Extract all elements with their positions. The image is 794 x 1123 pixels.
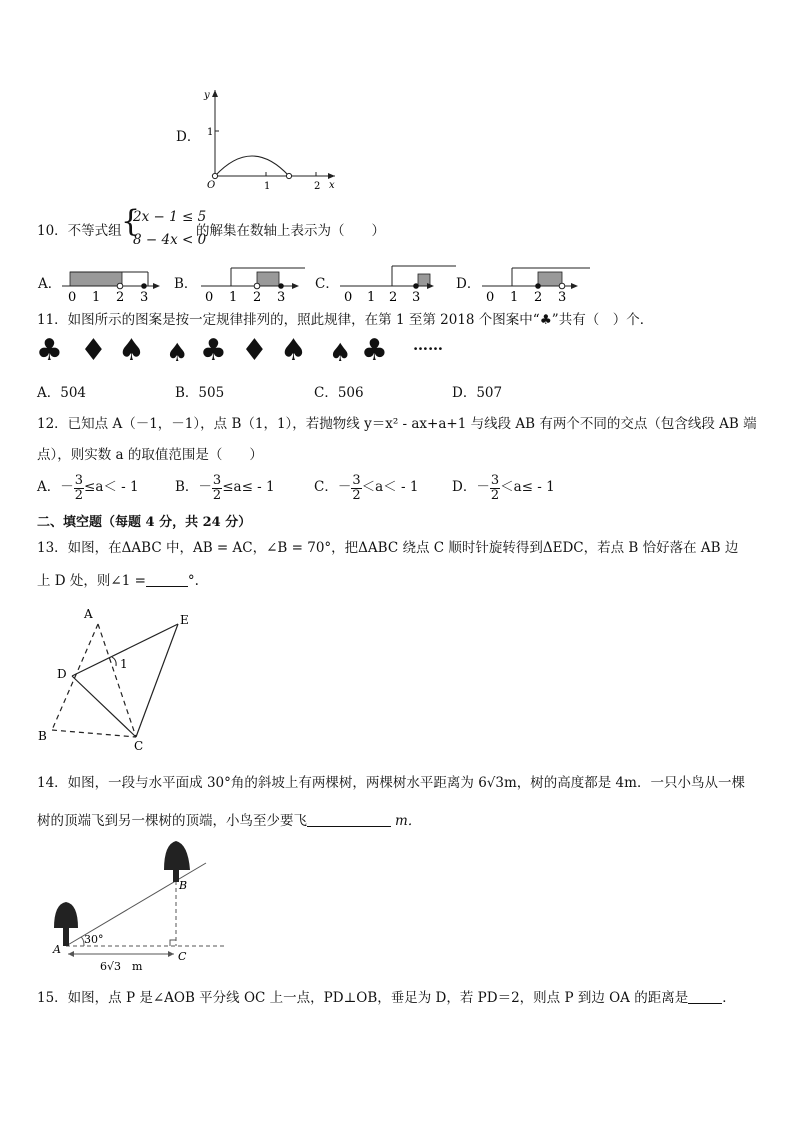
q13-answer-blank[interactable] — [146, 573, 188, 587]
spade-icon: ♠ — [329, 338, 352, 367]
svg-text:0: 0 — [486, 290, 495, 304]
spade-icon: ♠ — [280, 333, 307, 368]
q14-answer-blank[interactable] — [307, 813, 391, 827]
svg-text:2: 2 — [116, 290, 125, 304]
origin-label: O — [207, 180, 216, 191]
q12-option-b: B． － $\frac{3}{2}$ ≤a≤ - 1 — [175, 473, 275, 503]
svg-text:1: 1 — [92, 290, 101, 304]
svg-text:2: 2 — [389, 290, 398, 304]
svg-text:1: 1 — [120, 657, 128, 671]
club-icon: ♣ — [361, 333, 388, 368]
svg-text:2: 2 — [253, 290, 262, 304]
q10-option-b-number-line — [197, 262, 309, 304]
svg-text:B: B — [38, 729, 47, 743]
y-axis-label: y — [204, 90, 210, 101]
q10-prefix: 10．不等式组 — [37, 223, 122, 239]
svg-text:0: 0 — [205, 290, 214, 304]
q10-option-a-label: A． — [38, 276, 62, 292]
q12-option-c: C． － $\frac{3}{2}$ ＜a＜ - 1 — [314, 473, 419, 503]
open-point-origin — [212, 173, 217, 178]
q10-brace: { — [121, 204, 141, 239]
q11-symbol-sequence — [36, 333, 443, 376]
club-icon: ♣ — [200, 333, 227, 368]
svg-text:6√3 m: 6√3 m — [100, 960, 143, 973]
q10-option-c-number-line — [336, 262, 460, 304]
q14-line-1: 14．如图，一段与水平面成 30°角的斜坡上有两棵树，两棵树水平距离为 6√3m，树的高度都是 4m．一只小鸟从一棵 — [37, 775, 745, 791]
x-tick-2: 2 — [314, 181, 321, 192]
x-axis-label: x — [329, 180, 335, 191]
club-icon: ♣ — [36, 333, 63, 368]
q10-inequality-2: 8 − 4x < 0 — [133, 232, 207, 248]
q13-triangle-diagram — [36, 602, 206, 754]
diamond-icon: ♦ — [80, 333, 107, 368]
q12-option-a: A． － $\frac{3}{2}$ ≤a＜ - 1 — [37, 473, 139, 503]
q14-line-2: 树的顶端飞到另一棵树的顶端，小鸟至少要飞 m． — [37, 813, 422, 829]
svg-text:D: D — [57, 667, 67, 681]
svg-text:1: 1 — [510, 290, 519, 304]
q15-line: 15．如图，点 P 是∠AOB 平分线 OC 上一点，PD⊥OB，垂足为 D，若 PD＝2，则点 P 到边 OA 的距离是 ． — [37, 990, 736, 1006]
svg-text:C: C — [134, 739, 144, 753]
q10-option-c-label: C． — [315, 276, 339, 292]
q10-inequality-1: 2x − 1 ≤ 5 — [133, 209, 207, 225]
q10-option-d-label: D． — [456, 276, 481, 292]
y-axis-arrow — [212, 90, 218, 97]
q10-option-a-number-line — [58, 262, 168, 304]
x-tick-1: 1 — [264, 181, 271, 192]
spade-icon: ♠ — [166, 338, 189, 367]
x-axis-arrow — [328, 173, 335, 179]
parabola-curve — [215, 156, 289, 176]
svg-text:2: 2 — [534, 290, 543, 304]
diamond-icon: ♦ — [241, 333, 268, 368]
svg-text:3: 3 — [412, 290, 421, 304]
svg-text:3: 3 — [558, 290, 567, 304]
q13-line-1: 13．如图，在ΔABC 中，AB = AC，∠B = 70°，把ΔABC 绕点 C 顺时针旋转得到ΔEDC，若点 B 恰好落在 AB 边 — [37, 540, 739, 556]
q12-line-1: 12．已知点 A（－1，－1），点 B（1，1），若抛物线 y＝x² - ax+a+1 与线段 AB 有两个不同的交点（包含线段 AB 端 — [37, 416, 757, 432]
q11-option-d: D．507 — [452, 385, 503, 401]
q11-stem: 11．如图所示的图案是按一定规律排列的，照此规律，在第 1 至第 2018 个图案中“♣”共有（ ）个． — [37, 312, 654, 328]
y-tick-1: 1 — [207, 127, 214, 138]
svg-text:B: B — [179, 879, 188, 892]
svg-text:30°: 30° — [84, 933, 104, 946]
q10-suffix: 的解集在数轴上表示为（ ） — [196, 223, 385, 239]
svg-text:1: 1 — [367, 290, 376, 304]
q13-line-2: 上 D 处，则∠1 = °. — [37, 573, 199, 589]
svg-text:A: A — [84, 607, 93, 621]
svg-text:3: 3 — [140, 290, 149, 304]
q11-option-b: B．505 — [175, 385, 225, 401]
svg-text:A: A — [53, 943, 61, 956]
q10-option-d-number-line — [478, 262, 594, 304]
q9-option-d-label: D． — [176, 129, 201, 145]
q9-option-d-graph — [195, 84, 345, 194]
section-2-heading: 二、填空题（每题 4 分，共 24 分） — [37, 515, 252, 530]
svg-text:0: 0 — [344, 290, 353, 304]
spade-icon: ♠ — [118, 333, 145, 368]
svg-text:3: 3 — [277, 290, 286, 304]
svg-text:C: C — [178, 950, 187, 963]
q11-option-a: A．504 — [37, 385, 87, 401]
svg-text:0: 0 — [68, 290, 77, 304]
q11-option-c: C．506 — [314, 385, 364, 401]
open-point-end — [286, 173, 291, 178]
q15-answer-blank[interactable] — [688, 990, 722, 1004]
q12-line-2: 点），则实数 a 的取值范围是（ ） — [37, 447, 263, 463]
q12-option-d: D． － $\frac{3}{2}$ ＜a≤ - 1 — [452, 473, 555, 503]
q14-slope-diagram — [46, 836, 236, 976]
ellipsis: …… — [413, 336, 443, 354]
svg-text:1: 1 — [229, 290, 238, 304]
q10-option-b-label: B． — [174, 276, 198, 292]
svg-text:E: E — [180, 613, 189, 627]
